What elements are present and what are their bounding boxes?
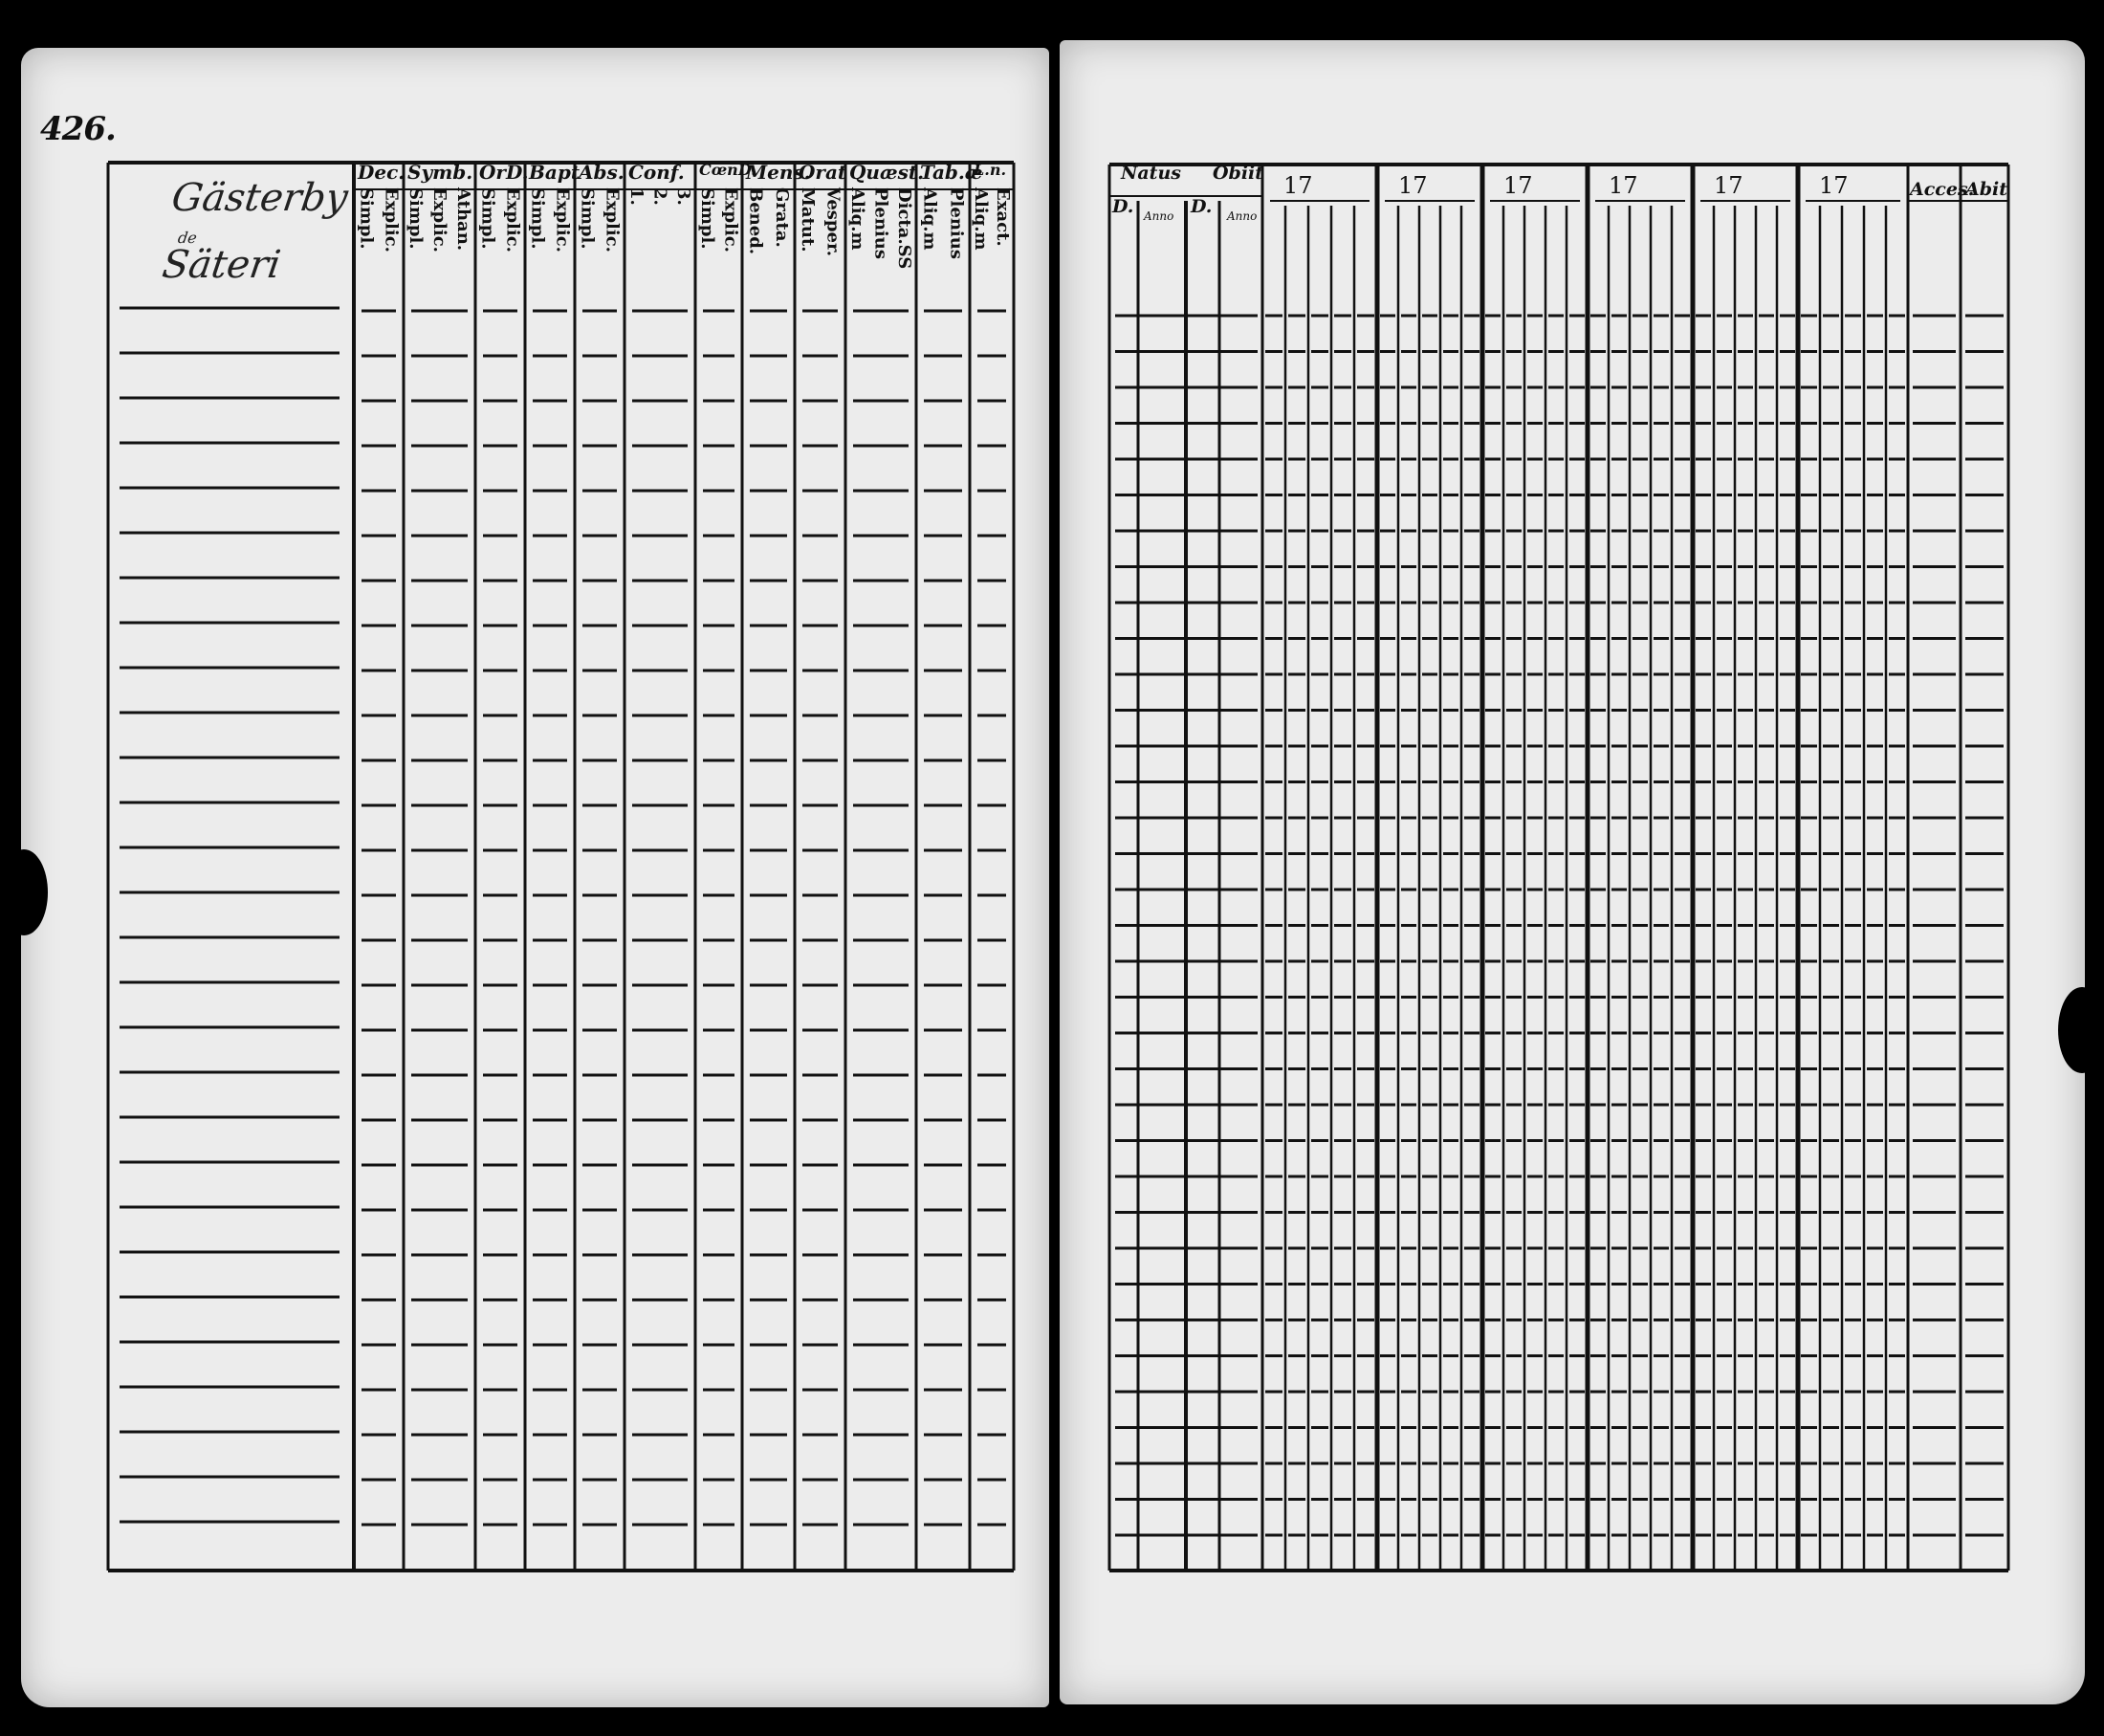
column-subheader: Aliq.m xyxy=(919,187,940,251)
column-subheader: Explic. xyxy=(552,187,573,253)
column-subheader: Matut. xyxy=(797,187,818,253)
column-header: OrD. xyxy=(479,161,529,184)
natus-day-label: D. xyxy=(1112,196,1134,217)
natus-header: Natus xyxy=(1121,163,1181,184)
year-header: 17 xyxy=(1819,172,1849,199)
column-subheader: Plenius xyxy=(946,187,967,259)
column-subheader: 3. xyxy=(673,187,694,206)
obiit-day-label: D. xyxy=(1191,196,1213,217)
column-subheader: Plenius xyxy=(870,187,891,259)
abit-header: Abit xyxy=(1965,179,2008,200)
column-subheader: 1. xyxy=(625,187,647,206)
column-header: L.n. xyxy=(974,161,1007,179)
obiit-year-label: Anno xyxy=(1227,209,1258,223)
column-header: Symb. xyxy=(407,161,473,184)
column-header: Mens. xyxy=(746,161,811,184)
place-name xyxy=(160,177,350,286)
column-subheader: 2. xyxy=(649,187,670,206)
folio-number: 426. xyxy=(40,110,116,148)
year-header: 17 xyxy=(1609,172,1638,199)
column-subheader: Aliq.m xyxy=(971,187,991,251)
column-header: Dec. xyxy=(358,161,405,184)
column-subheader: Simpl. xyxy=(577,187,598,250)
column-subheader: Aliq.m xyxy=(846,187,867,251)
place-name-line1: Gästerby xyxy=(168,176,351,220)
year-header: 17 xyxy=(1503,172,1533,199)
column-subheader: Explic. xyxy=(429,187,449,253)
column-subheader: Dicta.SS xyxy=(894,187,915,270)
column-subheader: Explic. xyxy=(602,187,623,253)
column-subheader: Vesper. xyxy=(822,187,844,257)
column-subheader: Explic. xyxy=(381,187,402,253)
column-subheader: Exact. xyxy=(993,187,1013,247)
column-header: Tab.æ xyxy=(920,161,983,184)
column-subheader: Simpl. xyxy=(696,187,717,250)
column-subheader: Simpl. xyxy=(477,187,498,250)
column-subheader: Athan. xyxy=(453,187,473,252)
column-subheader: Simpl. xyxy=(405,187,426,250)
column-subheader: Bened. xyxy=(745,187,766,255)
column-subheader: Simpl. xyxy=(527,187,548,250)
column-subheader: Explic. xyxy=(720,187,741,253)
natus-year-label: Anno xyxy=(1144,209,1174,223)
column-subheader: Explic. xyxy=(502,187,523,253)
place-name-particle: de xyxy=(176,229,199,247)
column-header: Quæst. xyxy=(849,161,925,184)
column-header: Bapt xyxy=(529,161,581,184)
column-header: Abs. xyxy=(579,161,625,184)
column-header: CœnD. xyxy=(699,161,756,179)
column-header: Orat xyxy=(799,161,847,184)
year-header: 17 xyxy=(1283,172,1313,199)
column-subheader: Grata. xyxy=(771,187,792,248)
column-header: Conf. xyxy=(628,161,685,184)
column-subheader: Simpl. xyxy=(356,187,377,250)
acces-header: Acces. xyxy=(1910,179,1975,200)
place-name-line2: Säteri xyxy=(159,243,284,287)
year-header: 17 xyxy=(1398,172,1428,199)
obiit-header: Obiit xyxy=(1213,163,1264,184)
year-header: 17 xyxy=(1714,172,1743,199)
